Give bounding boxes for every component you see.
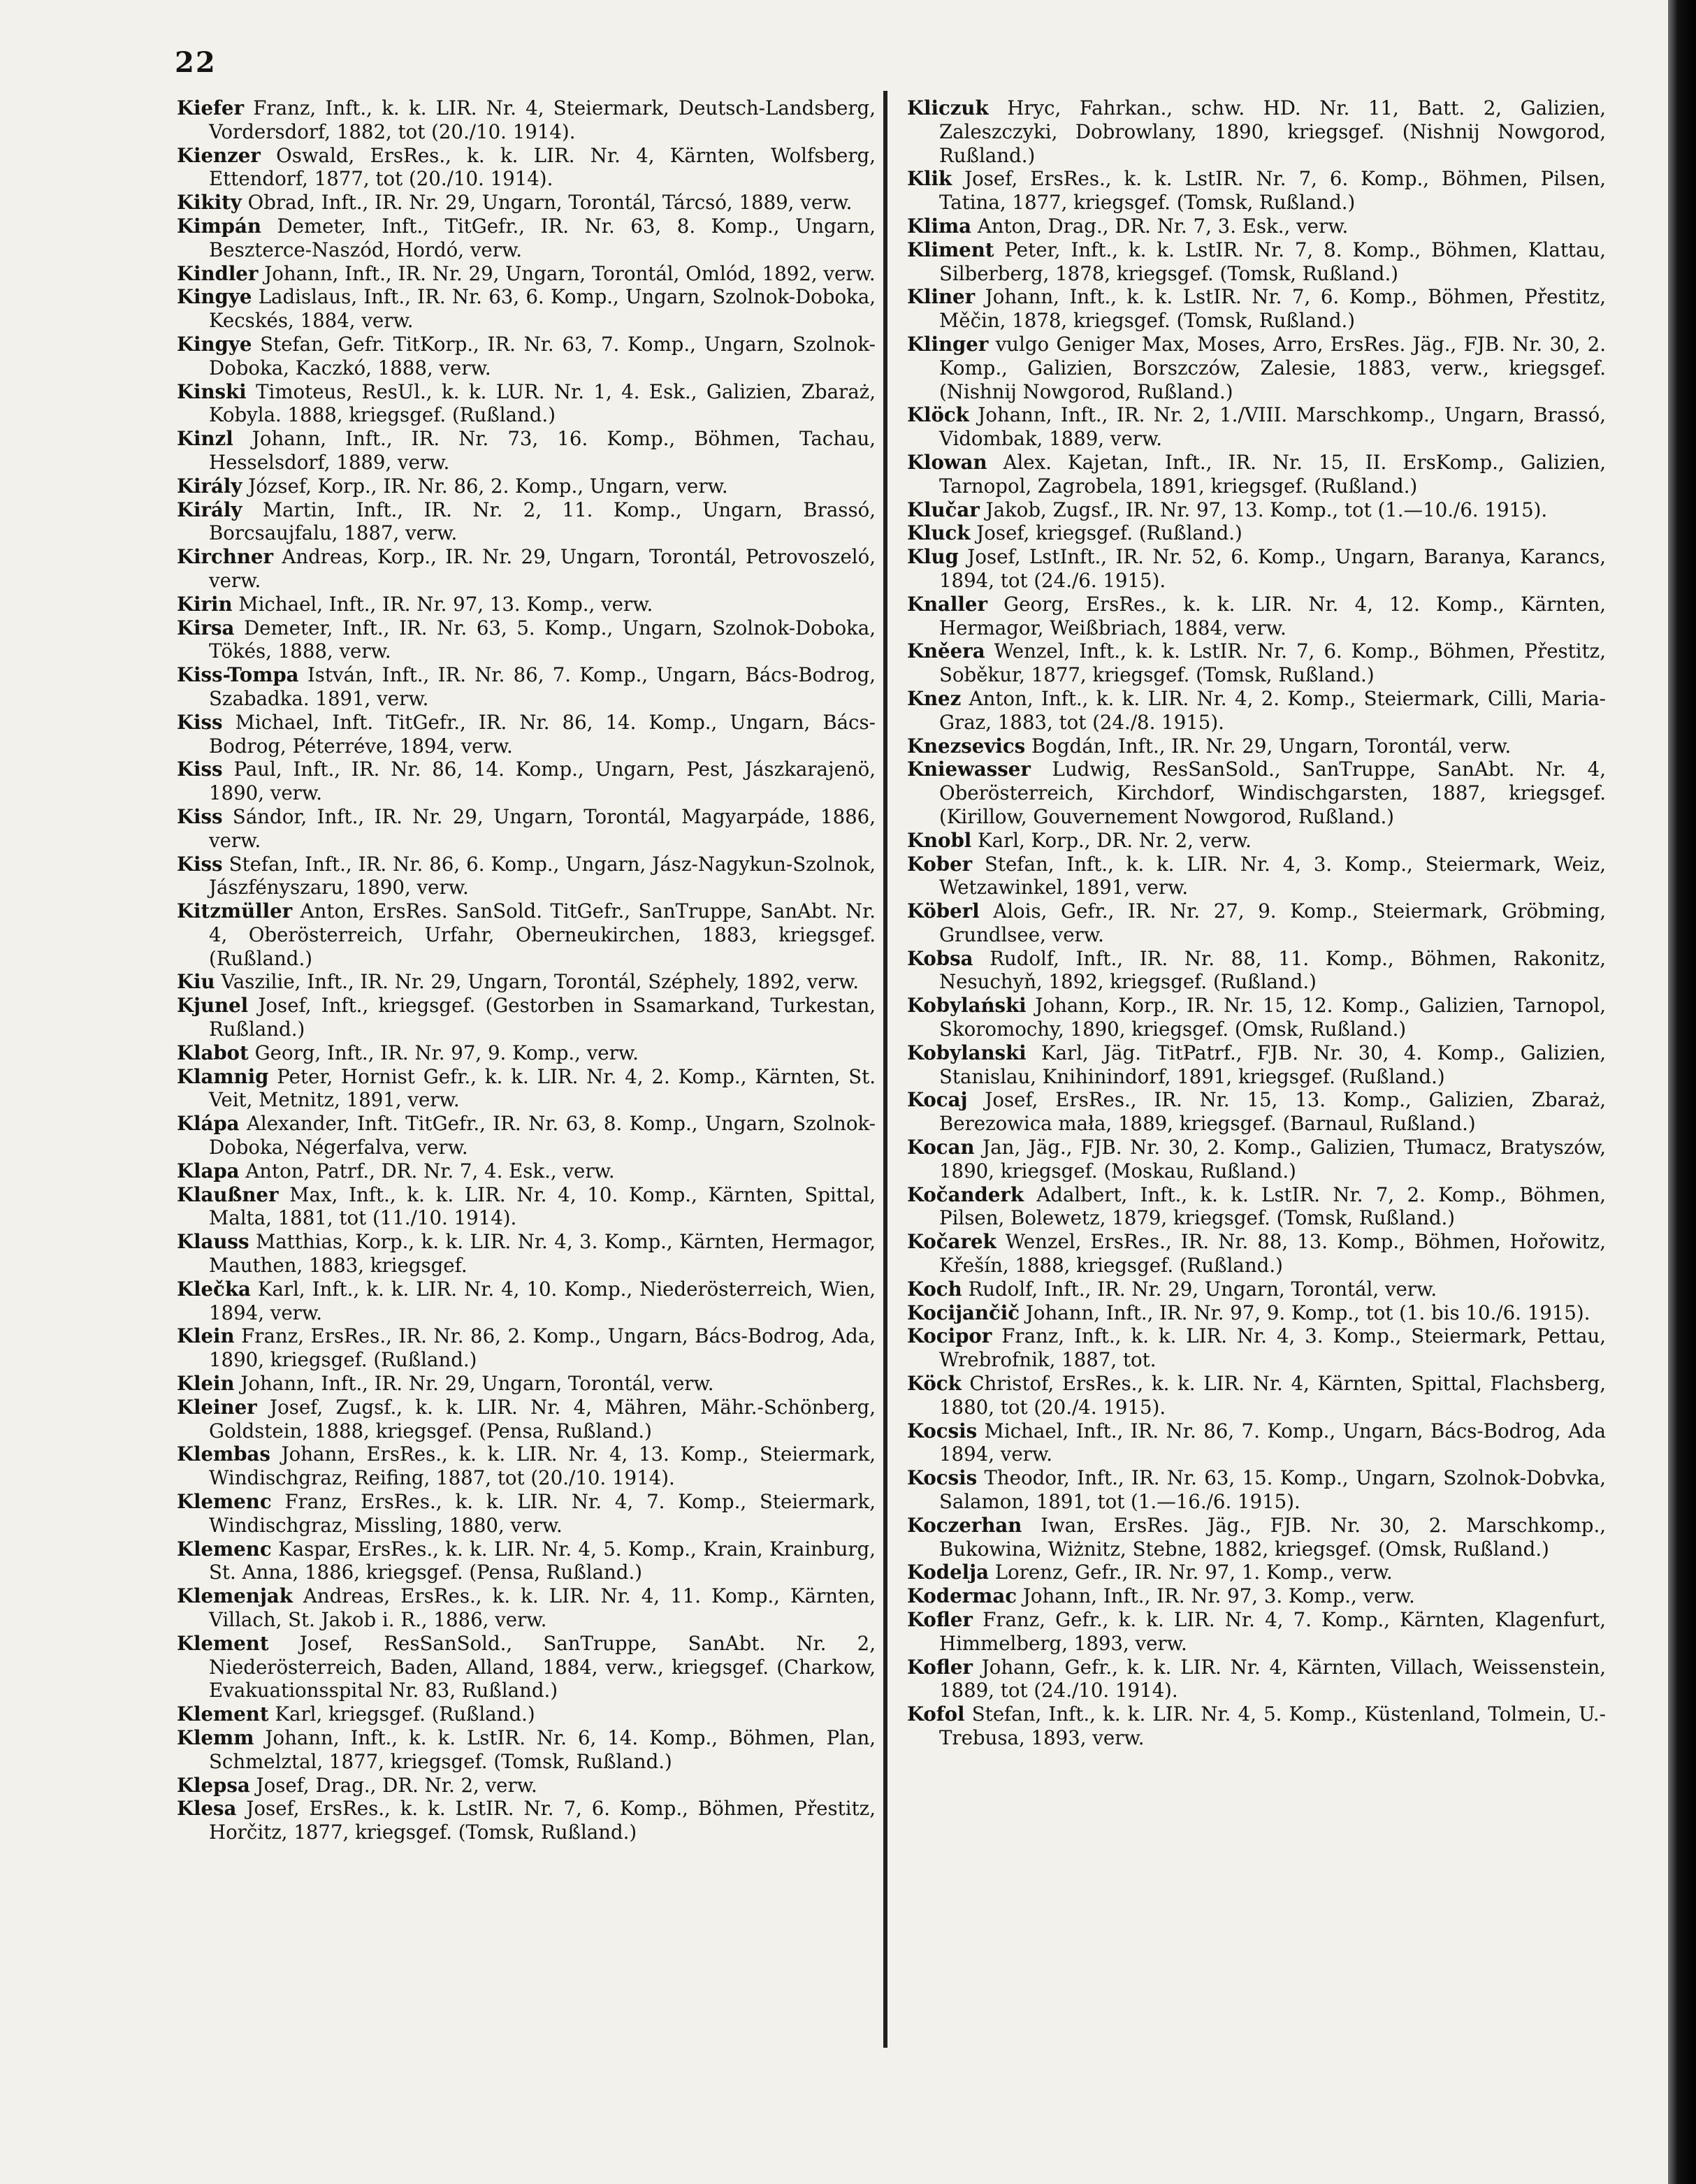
entry-surname: Klement	[177, 1631, 269, 1655]
list-item	[177, 616, 876, 664]
entry-details: Theodor, Inft., IR. Nr. 63, 15. Komp., Ungarn, Szolnok-Dobvka, Salamon, 1891, tot (1.—16./6. 1915).	[939, 1466, 1606, 1514]
entry-surname: Klik	[907, 167, 952, 191]
column-divider	[883, 91, 887, 2048]
entry-details: Josef, ErsRes., IR. Nr. 15, 13. Komp., Galizien, Zbaraż, Berezowica mała, 1889, kriegsgef. (Barnaul, Rußland.)	[939, 1088, 1606, 1136]
list-item	[907, 1088, 1606, 1136]
entry-surname: Klauss	[177, 1230, 249, 1254]
entry-surname: Kikity	[177, 191, 242, 215]
entry-surname: Kobylański	[907, 994, 1027, 1018]
entry-details: Johann, Inft., IR. Nr. 29, Ungarn, Torontál, Omlód, 1892, verw.	[264, 261, 876, 285]
list-item	[907, 758, 1606, 828]
list-item	[177, 1584, 876, 1632]
list-item	[907, 285, 1606, 333]
list-item	[907, 498, 1606, 522]
entry-details: Franz, ErsRes., k. k. LIR. Nr. 4, 7. Komp., Steiermark, Windischgraz, Missling, 1880, verw.	[209, 1490, 876, 1537]
entry-details: Martin, Inft., IR. Nr. 2, 11. Komp., Ungarn, Brassó, Borcsaujfalu, 1887, verw.	[209, 498, 876, 545]
entry-details: Anton, Inft., k. k. LIR. Nr. 4, 2. Komp., Steiermark, Cilli, Maria-Graz, 1883, tot (24./8. 1915).	[939, 686, 1606, 734]
list-item	[907, 238, 1606, 286]
entry-surname: Kiss	[177, 758, 223, 781]
entry-details: Stefan, Inft., IR. Nr. 86, 6. Komp., Ungarn, Jász-Nagykun-Szolnok, Jászfényszaru, 1890, verw.	[209, 852, 876, 899]
entry-details: Johann, Inft., IR. Nr. 97, 9. Komp., tot (1. bis 10./6. 1915).	[1025, 1301, 1590, 1324]
entry-details: Karl, Inft., k. k. LIR. Nr. 4, 10. Komp., Niederösterreich, Wien, 1894, verw.	[209, 1277, 876, 1324]
list-item	[907, 1702, 1606, 1750]
entry-details: Alex. Kajetan, Inft., IR. Nr. 15, II. ErsKomp., Galizien, Tarnopol, Zagrobela, 1891, kriegsgef. (Rußland.)	[939, 450, 1607, 498]
entry-details: Michael, Inft., IR. Nr. 86, 7. Komp., Ungarn, Bács-Bodrog, Ada 1894, verw.	[939, 1419, 1606, 1466]
entry-surname: Kobylanski	[907, 1041, 1027, 1064]
entry-details: Alois, Gefr., IR. Nr. 27, 9. Komp., Steiermark, Gröbming, Grundlsee, verw.	[939, 899, 1607, 946]
list-item	[177, 970, 876, 994]
entry-surname: Koch	[907, 1277, 962, 1301]
list-item	[907, 735, 1606, 758]
entry-details: vulgo Geniger Max, Moses, Arro, ErsRes. Jäg., FJB. Nr. 30, 2. Komp., Galizien, Borszczów, Zalesie, 1883, verw., kriegsgef. (Nishnij Nowgorod, Rußland.)	[939, 332, 1606, 403]
entry-surname: Klamnig	[177, 1064, 269, 1088]
entry-details: Franz, Gefr., k. k. LIR. Nr. 4, 7. Komp., Kärnten, Klagenfurt, Himmelberg, 1893, verw.	[939, 1608, 1606, 1655]
entry-details: Oswald, ErsRes., k. k. LIR. Nr. 4, Kärnten, Wolfsberg, Ettendorf, 1877, tot (20./10. 1914).	[209, 143, 876, 191]
list-item	[177, 1324, 876, 1372]
list-item	[177, 1797, 876, 1844]
entry-details: József, Korp., IR. Nr. 86, 2. Komp., Ungarn, verw.	[248, 474, 728, 498]
entry-details: Johann, Inft., k. k. LstIR. Nr. 6, 14. Komp., Böhmen, Plan, Schmelztal, 1877, kriegsgef. (Tomsk, Rußland.)	[209, 1726, 876, 1773]
entry-surname: Klima	[907, 214, 972, 238]
list-item	[177, 262, 876, 286]
entry-details: Johann, Inft., IR. Nr. 29, Ungarn, Torontál, verw.	[240, 1372, 714, 1396]
list-item	[177, 1442, 876, 1490]
entry-surname: Klemm	[177, 1726, 254, 1749]
entry-details: Karl, Korp., DR. Nr. 2, verw.	[978, 828, 1252, 852]
list-item	[177, 427, 876, 475]
entry-details: Andreas, Korp., IR. Nr. 29, Ungarn, Torontál, Petrovoszeló, verw.	[209, 545, 876, 592]
list-item	[177, 475, 876, 498]
list-item	[907, 1278, 1606, 1301]
entry-details: Johann, Korp., IR. Nr. 15, 12. Komp., Galizien, Tarnopol, Skoromochy, 1890, kriegsgef. (Omsk, Rußland.)	[939, 994, 1606, 1041]
entry-surname: Kluck	[907, 521, 971, 545]
list-item	[177, 96, 876, 144]
entry-surname: Király	[177, 498, 242, 521]
list-item	[177, 1041, 876, 1065]
list-item	[907, 1656, 1606, 1703]
entry-details: Johann, Inft., IR. Nr. 2, 1./VIII. Marschkomp., Ungarn, Brassó, Vidombak, 1889, verw.	[939, 403, 1606, 451]
entry-surname: Kienzer	[177, 143, 261, 167]
list-item	[907, 1419, 1606, 1467]
list-item	[177, 853, 876, 900]
entry-details: Max, Inft., k. k. LIR. Nr. 4, 10. Komp., Kärnten, Spittal, Malta, 1881, tot (11./10. 1914).	[209, 1183, 876, 1230]
entry-details: Peter, Hornist Gefr., k. k. LIR. Nr. 4, 2. Komp., Kärnten, St. Veit, Metnitz, 1891, verw.	[209, 1064, 876, 1112]
entry-details: Matthias, Korp., k. k. LIR. Nr. 4, 3. Komp., Kärnten, Hermagor, Mauthen, 1883, kriegsgef.	[209, 1230, 876, 1278]
list-item	[177, 663, 876, 711]
entry-surname: Kinzl	[177, 427, 233, 451]
entry-details: Alexander, Inft. TitGefr., IR. Nr. 63, 8. Komp., Ungarn, Szolnok-Doboka, Négerfalva, verw.	[209, 1112, 876, 1159]
list-item	[177, 1112, 876, 1159]
left-column	[177, 96, 876, 1844]
entry-surname: Klučar	[907, 498, 980, 521]
list-item	[907, 403, 1606, 451]
list-item	[907, 1301, 1606, 1325]
entry-details: Johann, ErsRes., k. k. LIR. Nr. 4, 13. Komp., Steiermark, Windischgraz, Reifing, 1887, tot (20./10. 1914).	[209, 1442, 876, 1490]
entry-details: Timoteus, ResUl., k. k. LUR. Nr. 1, 4. Esk., Galizien, Zbaraż, Kobyla. 1888, kriegsgef. (Rußland.)	[209, 379, 876, 427]
entry-details: Johann, Inft., k. k. LstIR. Nr. 7, 6. Komp., Böhmen, Přestitz, Měčin, 1878, kriegsgef. (Tomsk, Rußland.)	[939, 285, 1606, 333]
entry-surname: Kiss-Tompa	[177, 663, 299, 687]
list-item	[177, 215, 876, 262]
list-item	[907, 1041, 1606, 1089]
entry-surname: Klinger	[907, 332, 989, 356]
list-item	[907, 1230, 1606, 1278]
list-item	[177, 1774, 876, 1798]
entry-surname: Klesa	[177, 1797, 237, 1821]
list-item	[177, 1372, 876, 1396]
list-item	[907, 451, 1606, 498]
entry-surname: Kofler	[907, 1608, 973, 1631]
entry-details: Josef, Drag., DR. Nr. 2, verw.	[256, 1773, 537, 1797]
entry-details: Georg, ErsRes., k. k. LIR. Nr. 4, 12. Komp., Kärnten, Hermagor, Weißbriach, 1884, verw.	[939, 592, 1606, 639]
list-item	[907, 167, 1606, 215]
entry-details: Adalbert, Inft., k. k. LstIR. Nr. 7, 2. Komp., Böhmen, Pilsen, Bolewetz, 1879, kriegsgef. (Tomsk, Rußland.)	[939, 1183, 1606, 1230]
entry-details: Christof, ErsRes., k. k. LIR. Nr. 4, Kärnten, Spittal, Flachsberg, 1880, tot (20./4. 1915).	[939, 1372, 1606, 1419]
entry-details: Josef, Inft., kriegsgef. (Gestorben in Ssamarkand, Turkestan, Rußland.)	[209, 994, 876, 1041]
entry-details: Ludwig, ResSanSold., SanTruppe, SanAbt. Nr. 4, Oberösterreich, Kirchdorf, Windischgarsten, 1887, kriegsgef. (Kirillow, Gouvernement Nowgorod, Rußland.)	[939, 758, 1606, 828]
entry-surname: Köck	[907, 1372, 962, 1396]
entry-surname: Klöck	[907, 403, 969, 427]
entry-surname: Kiefer	[177, 96, 244, 120]
entry-details: Josef, LstInft., IR. Nr. 52, 6. Komp., Ungarn, Baranya, Karancs, 1894, tot (24./6. 1915).	[939, 545, 1606, 592]
entry-surname: Kliczuk	[907, 96, 989, 120]
entry-surname: Kingye	[177, 332, 252, 356]
list-item	[177, 1396, 876, 1443]
entry-details: Sándor, Inft., IR. Nr. 29, Ungarn, Torontál, Magyarpáde, 1886, verw.	[209, 804, 876, 852]
list-item	[907, 639, 1606, 687]
list-item	[177, 1538, 876, 1585]
entry-surname: Kofler	[907, 1655, 973, 1679]
entry-surname: Kocsis	[907, 1466, 978, 1490]
entry-surname: Kněera	[907, 639, 985, 663]
entry-details: Paul, Inft., IR. Nr. 86, 14. Komp., Ungarn, Pest, Jászkarajenö, 1890, verw.	[209, 758, 876, 805]
entry-details: Demeter, Inft., TitGefr., IR. Nr. 63, 8. Komp., Ungarn, Beszterce-Naszód, Hordó, verw.	[209, 214, 876, 261]
entry-details: Iwan, ErsRes. Jäg., FJB. Nr. 30, 2. Marschkomp., Bukowina, Wiżnitz, Stebne, 1882, kriegsgef. (Omsk, Rußland.)	[939, 1513, 1606, 1561]
entry-surname: Kindler	[177, 261, 259, 285]
list-item	[907, 899, 1606, 947]
entry-details: Wenzel, Inft., k. k. LstIR. Nr. 7, 6. Komp., Böhmen, Přestitz, Soběkur, 1877, kriegsgef. (Tomsk, Rußland.)	[939, 639, 1606, 687]
list-item	[177, 285, 876, 333]
list-item	[907, 994, 1606, 1041]
entry-surname: Kirsa	[177, 616, 235, 639]
entry-surname: Kitzmüller	[177, 899, 293, 923]
entry-details: Franz, Inft., k. k. LIR. Nr. 4, 3. Komp., Steiermark, Pettau, Wrebrofnik, 1887, tot.	[939, 1324, 1607, 1372]
entry-details: Georg, Inft., IR. Nr. 97, 9. Komp., verw.	[254, 1041, 639, 1064]
entry-details: Johann, Inft., IR. Nr. 73, 16. Komp., Böhmen, Tachau, Hesselsdorf, 1889, verw.	[209, 427, 876, 474]
entry-details: Vaszilie, Inft., IR. Nr. 29, Ungarn, Torontál, Széphely, 1892, verw.	[221, 970, 860, 994]
entry-details: Wenzel, ErsRes., IR. Nr. 88, 13. Komp., Böhmen, Hořowitz, Křešín, 1888, kriegsgef. (Rußland.)	[939, 1230, 1606, 1278]
entry-details: Michael, Inft. TitGefr., IR. Nr. 86, 14. Komp., Ungarn, Bács-Bodrog, Péterréve, 1894, verw.	[209, 710, 876, 758]
list-item	[907, 593, 1606, 640]
entry-surname: Kirchner	[177, 545, 274, 569]
list-item	[177, 191, 876, 215]
list-item	[907, 545, 1606, 593]
list-item	[907, 1466, 1606, 1514]
list-item	[177, 994, 876, 1041]
entry-surname: Klečka	[177, 1277, 251, 1301]
entry-surname: Köberl	[907, 899, 980, 923]
entry-surname: Kniewasser	[907, 758, 1031, 781]
entry-surname: Kiu	[177, 970, 215, 994]
entry-surname: Kleiner	[177, 1395, 257, 1419]
entry-surname: Kinski	[177, 379, 247, 403]
entry-details: Josef, ErsRes., k. k. LstIR. Nr. 7, 6. Komp., Böhmen, Přestitz, Horčitz, 1877, kriegsgef. (Tomsk, Rußland.)	[209, 1797, 876, 1844]
entry-details: Obrad, Inft., IR. Nr. 29, Ungarn, Torontál, Tárcsó, 1889, verw.	[247, 191, 853, 215]
entry-surname: Kocsis	[907, 1419, 978, 1442]
entry-surname: Kocijančič	[907, 1301, 1020, 1324]
entry-details: Johann, Gefr., k. k. LIR. Nr. 4, Kärnten, Villach, Weissenstein, 1889, tot (24./10. 1914).	[939, 1655, 1606, 1702]
entry-details: Jan, Jäg., FJB. Nr. 30, 2. Komp., Galizien, Tłumacz, Bratyszów, 1890, kriegsgef. (Moskau, Rußland.)	[939, 1136, 1606, 1183]
entry-details: Kaspar, ErsRes., k. k. LIR. Nr. 4, 5. Komp., Krain, Krainburg, St. Anna, 1886, kriegsgef. (Pensa, Rußland.)	[209, 1537, 876, 1584]
entry-surname: Klemenc	[177, 1490, 272, 1514]
entry-surname: Kiss	[177, 852, 223, 876]
entry-details: Franz, ErsRes., IR. Nr. 86, 2. Komp., Ungarn, Bács-Bodrog, Ada, 1890, kriegsgef. (Rußland.)	[209, 1324, 876, 1372]
entry-details: Anton, ErsRes. SanSold. TitGefr., SanTruppe, SanAbt. Nr. 4, Oberösterreich, Urfahr, Oberneukirchen, 1883, kriegsgef. (Rußland.)	[209, 899, 876, 970]
entry-details: Lorenz, Gefr., IR. Nr. 97, 1. Komp., verw.	[994, 1561, 1393, 1584]
entry-surname: Kočarek	[907, 1230, 996, 1254]
entry-surname: Kirin	[177, 592, 233, 616]
entry-surname: Kliner	[907, 285, 976, 309]
entry-surname: Klabot	[177, 1041, 249, 1064]
entry-details: Rudolf, Inft., IR. Nr. 88, 11. Komp., Böhmen, Rakonitz, Nesuchyň, 1892, kriegsgef. (Rußland.)	[939, 946, 1606, 994]
entry-details: Karl, kriegsgef. (Rußland.)	[275, 1702, 535, 1726]
entry-surname: Kober	[907, 852, 973, 876]
list-item	[907, 1372, 1606, 1419]
entry-details: Ladislaus, Inft., IR. Nr. 63, 6. Komp., Ungarn, Szolnok-Doboka, Kecskés, 1884, verw.	[209, 285, 876, 333]
list-item	[177, 593, 876, 616]
list-item	[177, 333, 876, 380]
entry-details: Bogdán, Inft., IR. Nr. 29, Ungarn, Torontál, verw.	[1031, 734, 1512, 758]
list-item	[177, 545, 876, 593]
list-item	[177, 1159, 876, 1183]
list-item	[907, 1324, 1606, 1372]
entry-surname: Kingye	[177, 285, 252, 309]
entry-details: Josef, Zugsf., k. k. LIR. Nr. 4, Mähren, Mähr.-Schönberg, Goldstein, 1888, kriegsgef. (Pensa, Rußland.)	[209, 1395, 876, 1442]
list-item	[177, 1183, 876, 1231]
entry-surname: Kočanderk	[907, 1183, 1024, 1206]
entry-details: Karl, Jäg. TitPatrf., FJB. Nr. 30, 4. Komp., Galizien, Stanislau, Knihinindorf, 1891, kriegsgef. (Rußland.)	[939, 1041, 1606, 1088]
entry-surname: Klein	[177, 1372, 235, 1396]
list-item	[907, 1561, 1606, 1584]
entry-surname: Knobl	[907, 828, 972, 852]
entry-surname: Klowan	[907, 450, 987, 474]
list-item	[177, 1490, 876, 1538]
entry-surname: Klembas	[177, 1442, 270, 1466]
list-item	[907, 1183, 1606, 1231]
list-item	[177, 144, 876, 191]
entry-surname: Klug	[907, 545, 959, 569]
list-item	[907, 96, 1606, 167]
list-item	[907, 687, 1606, 735]
entry-surname: Klemenjak	[177, 1584, 293, 1608]
entry-surname: Kimpán	[177, 214, 261, 238]
list-item	[907, 521, 1606, 545]
list-item	[177, 805, 876, 853]
list-item	[177, 1632, 876, 1702]
list-item	[177, 1065, 876, 1113]
entry-surname: Kocan	[907, 1136, 975, 1159]
list-item	[907, 215, 1606, 238]
entry-details: Demeter, Inft., IR. Nr. 63, 5. Komp., Ungarn, Szolnok-Doboka, Tökés, 1888, verw.	[209, 616, 876, 663]
entry-surname: Klaußner	[177, 1183, 279, 1206]
entry-details: Michael, Inft., IR. Nr. 97, 13. Komp., verw.	[238, 592, 653, 616]
right-column	[907, 96, 1606, 1750]
entry-details: Peter, Inft., k. k. LstIR. Nr. 7, 8. Komp., Böhmen, Klattau, Silberberg, 1878, kriegsgef. (Tomsk, Rußland.)	[939, 238, 1606, 285]
entry-details: Anton, Patrf., DR. Nr. 7, 4. Esk., verw.	[245, 1159, 615, 1183]
entry-surname: Koczerhan	[907, 1513, 1022, 1537]
list-item	[907, 1608, 1606, 1656]
entry-surname: Kobsa	[907, 946, 973, 970]
list-item	[177, 1230, 876, 1278]
entry-surname: Kodermac	[907, 1584, 1017, 1608]
entry-surname: Kjunel	[177, 994, 249, 1018]
entry-details: Josef, ErsRes., k. k. LstIR. Nr. 7, 6. Komp., Böhmen, Pilsen, Tatina, 1877, kriegsgef. (Tomsk, Rußland.)	[939, 167, 1606, 215]
entry-details: Andreas, ErsRes., k. k. LIR. Nr. 4, 11. Komp., Kärnten, Villach, St. Jakob i. R., 1886, verw.	[209, 1584, 876, 1631]
entry-surname: Kocipor	[907, 1324, 992, 1348]
entry-surname: Kiss	[177, 804, 223, 828]
entry-surname: Klement	[177, 1702, 269, 1726]
entry-surname: Klein	[177, 1324, 235, 1348]
page-edge-shadow	[1668, 0, 1696, 2184]
list-item	[907, 1136, 1606, 1183]
list-item	[177, 380, 876, 428]
list-item	[177, 498, 876, 546]
entry-surname: Király	[177, 474, 242, 498]
entry-surname: Kliment	[907, 238, 994, 261]
entry-surname: Knezsevics	[907, 734, 1026, 758]
entry-surname: Kiss	[177, 710, 223, 734]
list-item	[907, 1514, 1606, 1561]
entry-details: Josef, kriegsgef. (Rußland.)	[976, 521, 1242, 545]
entry-surname: Knez	[907, 686, 962, 710]
list-item	[907, 853, 1606, 900]
entry-surname: Knaller	[907, 592, 987, 616]
entry-details: Stefan, Inft., k. k. LIR. Nr. 4, 5. Komp., Küstenland, Tolmein, U.-Trebusa, 1893, verw.	[939, 1702, 1606, 1749]
list-item	[907, 829, 1606, 853]
entry-details: István, Inft., IR. Nr. 86, 7. Komp., Ungarn, Bács-Bodrog, Szabadka. 1891, verw.	[209, 663, 876, 710]
page-number: 22	[175, 46, 217, 79]
list-item	[177, 1702, 876, 1726]
entry-surname: Kocaj	[907, 1088, 968, 1112]
list-item	[177, 711, 876, 758]
list-item	[177, 1726, 876, 1774]
list-item	[177, 1278, 876, 1325]
list-item	[177, 758, 876, 805]
entry-surname: Klepsa	[177, 1773, 250, 1797]
entry-surname: Kofol	[907, 1702, 965, 1726]
entry-details: Anton, Drag., DR. Nr. 7, 3. Esk., verw.	[977, 214, 1349, 238]
entry-surname: Klapa	[177, 1159, 240, 1183]
entry-details: Hryc, Fahrkan., schw. HD. Nr. 11, Batt. 2, Galizien, Zaleszczyki, Dobrowlany, 1890, kriegsgef. (Nishnij Nowgorod, Rußland.)	[939, 96, 1606, 167]
list-item	[907, 947, 1606, 995]
entry-surname: Klemenc	[177, 1537, 272, 1561]
entry-details: Josef, ResSanSold., SanTruppe, SanAbt. Nr. 2, Niederösterreich, Baden, Alland, 1884, verw., kriegsgef. (Charkow, Evakuationsspital Nr. 83, Rußland.)	[209, 1631, 876, 1702]
entry-surname: Klápa	[177, 1112, 240, 1136]
entry-details: Johann, Inft., IR. Nr. 97, 3. Komp., verw.	[1022, 1584, 1415, 1608]
list-item	[907, 333, 1606, 403]
entry-details: Rudolf, Inft., IR. Nr. 29, Ungarn, Torontál, verw.	[968, 1277, 1437, 1301]
entry-details: Jakob, Zugsf., IR. Nr. 97, 13. Komp., tot (1.—10./6. 1915).	[985, 498, 1548, 521]
list-item	[177, 899, 876, 970]
entry-details: Franz, Inft., k. k. LIR. Nr. 4, Steiermark, Deutsch-Landsberg, Vordersdorf, 1882, tot (20./10. 1914).	[209, 96, 876, 143]
entry-surname: Kodelja	[907, 1561, 989, 1584]
list-item	[907, 1584, 1606, 1608]
entry-details: Stefan, Inft., k. k. LIR. Nr. 4, 3. Komp., Steiermark, Weiz, Wetzawinkel, 1891, verw.	[939, 852, 1606, 899]
entry-details: Stefan, Gefr. TitKorp., IR. Nr. 63, 7. Komp., Ungarn, Szolnok-Doboka, Kaczkó, 1888, verw.	[209, 332, 876, 379]
